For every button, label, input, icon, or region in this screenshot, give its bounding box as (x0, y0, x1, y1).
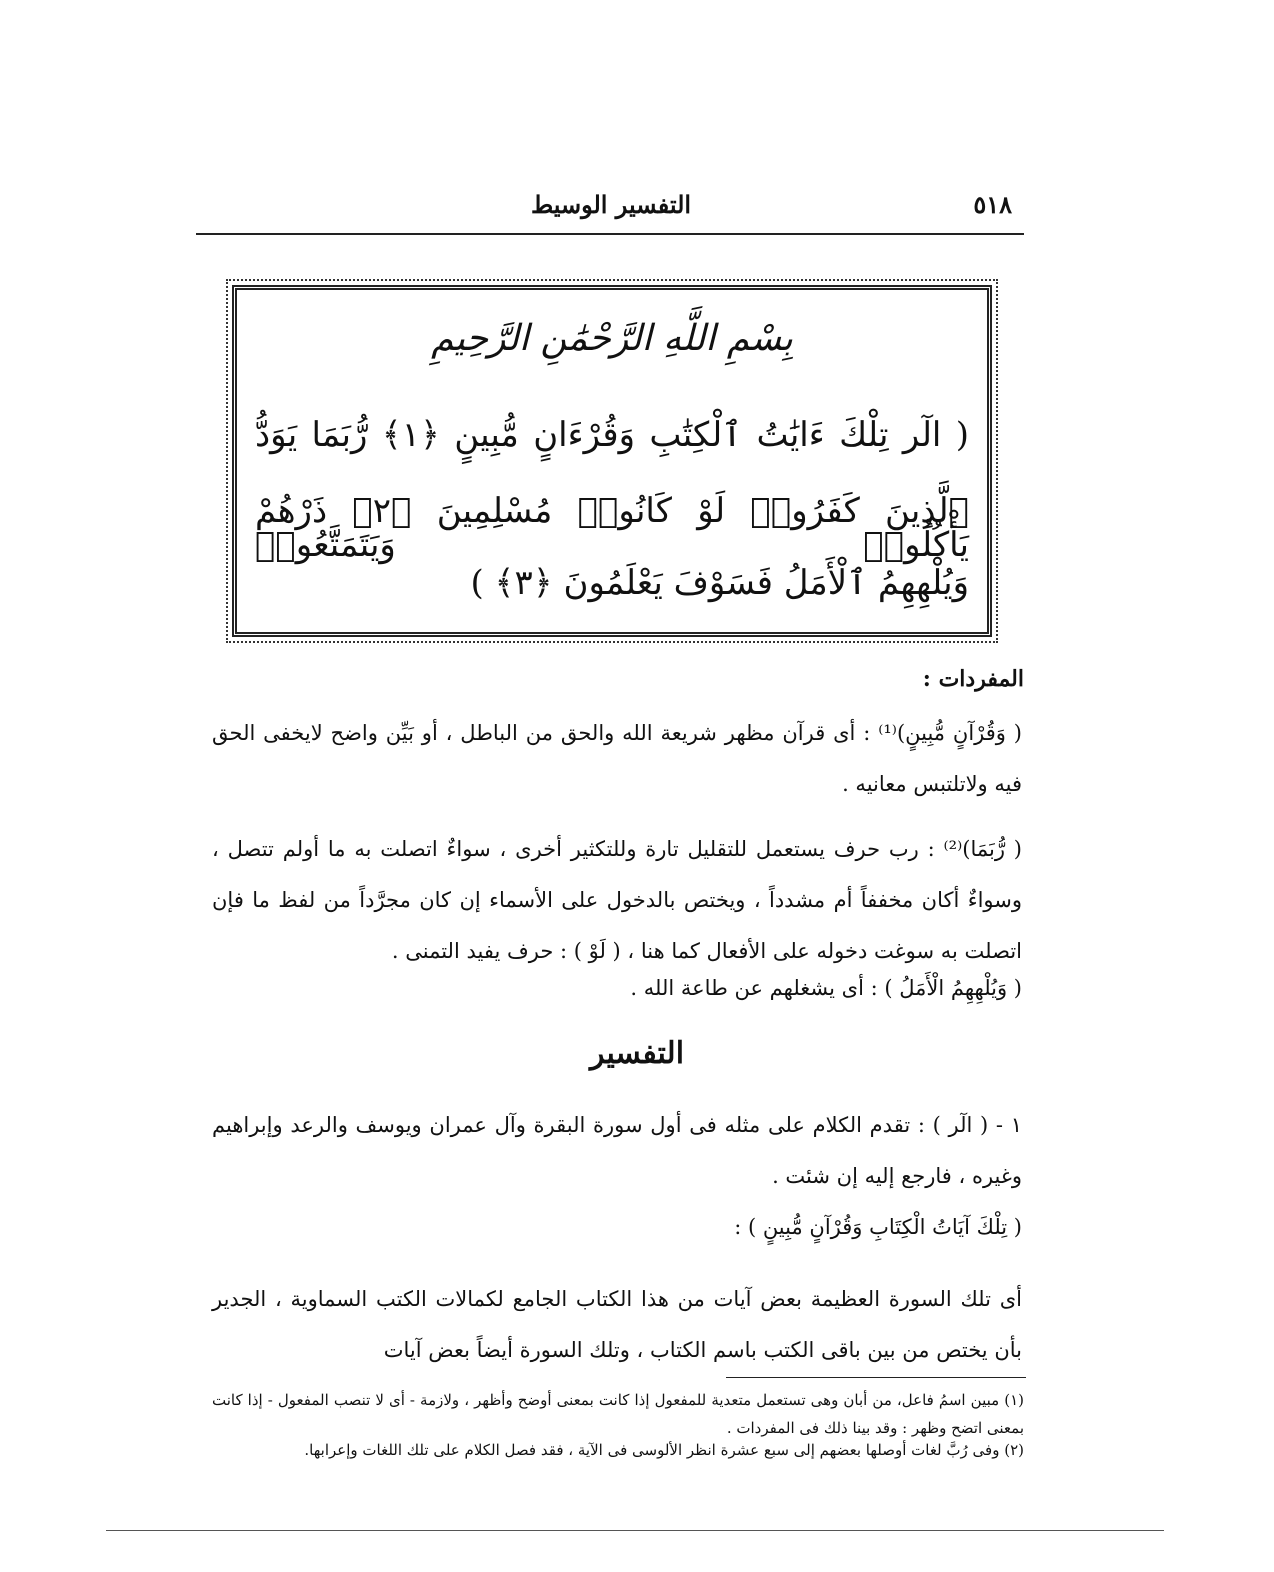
running-header (198, 186, 1024, 226)
verse-line-2: ٱلَّذِينَ كَفَرُوا۟ لَوْ كَانُوا۟ مُسْلِمِينَ ﴿٢﴾ ذَرْهُمْ يَأْكُلُوا۟ وَيَتَمَتَّعُوا۟ (255, 491, 970, 565)
tafsir-paragraph-2: أى تلك السورة العظيمة بعض آيات من هذا الكتاب الجامع لكمالات الكتب السماوية ، الجدير بأن يختص من بين باقى الكتب باسم الكتاب ، وتلك السورة أيضاً بعض آيات (212, 1287, 1022, 1362)
footnote-divider (726, 1377, 1026, 1378)
basmala: بِسْمِ اللَّهِ الرَّحْمَٰنِ الرَّحِيمِ (431, 318, 793, 359)
footnote-1: (١) مبين اسمُ فاعل، من أبان وهى تستعمل متعدية للمفعول إذا كانت بمعنى أوضح وأظهر ، ولازمة - أى لا تنصب المفعول - إذا كانت بمعنى اتضح وظهر : وقد بينا ذلك فى المفردات . (212, 1391, 1024, 1437)
quran-verse-frame (232, 285, 992, 637)
tafsir-heading: التفسير (589, 1036, 685, 1071)
book-title: التفسير الوسيط (530, 190, 692, 219)
header-divider (196, 233, 1024, 235)
mufradat-entry-rubama: ( رُّبَمَا)⁽²⁾ : رب حرف يستعمل للتقليل تارة وللتكثير أخرى ، سواءٌ اتصلت به ما أولم تتصل ، وسواءٌ أكان مخففاً أم مشدداً ، ويختص بالدخول على الأسماء إن كان مجرَّداً من لفظ ما فإن اتصلت به سوغت دخوله على الأفعال كما هنا ، ( لَوْ ) : حرف يفيد التمنى . (212, 837, 1022, 963)
mufradat-heading: المفردات : (922, 666, 1024, 692)
footnote-2: (٢) وفى رُبَّ لغات أوصلها بعضهم إلى سبع عشرة انظر الألوسى فى الآية ، فقد فصل الكلام على تلك اللغات وإعرابها. (304, 1441, 1024, 1459)
tafsir-paragraph-1: ١ - ( الٓر ) : تقدم الكلام على مثله فى أول سورة البقرة وآل عمران ويوسف والرعد وإبراهيم وغيره ، فارجع إليه إن شئت . (212, 1113, 1022, 1188)
verse-line-3: وَيُلْهِهِمُ ٱلْأَمَلُ فَسَوْفَ يَعْلَمُونَ ﴿٣﴾ ) (470, 563, 969, 603)
page-number: ٥١٨ (973, 190, 1012, 219)
tafsir-verse-quote: ( تِلْكَ آيَاتُ الْكِتَابِ وَقُرْآنٍ مُّبِينٍ ) : (734, 1215, 1022, 1239)
page-bottom-edge (106, 1530, 1164, 1531)
mufradat-entry-yulhihim: ( وَيُلْهِهِمُ الْأَمَلُ ) : أى يشغلهم عن طاعة الله . (630, 976, 1022, 1000)
mufradat-entry-mubin: ( وَقُرْآنٍ مُّبِينٍ)⁽¹⁾ : أى قرآن مظهر شريعة الله والحق من الباطل ، أو بَيِّن واضح لايخفى الحق فيه ولاتلتبس معانيه . (212, 721, 1022, 796)
verse-line-1: ( الٓر تِلْكَ ءَايَٰتُ ٱلْكِتَٰبِ وَقُرْءَانٍ مُّبِينٍ ﴿١﴾ رُّبَمَا يَوَدُّ (255, 415, 969, 455)
